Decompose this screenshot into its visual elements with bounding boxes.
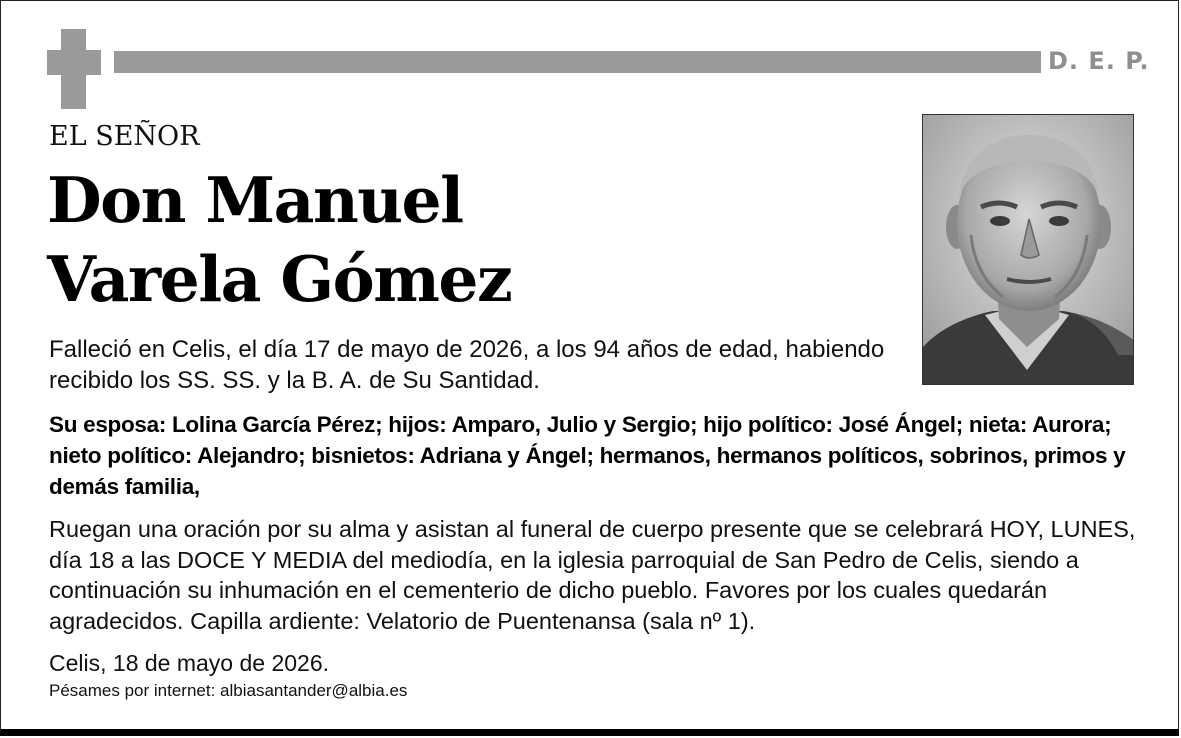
deceased-name-line1: Don Manuel bbox=[47, 163, 463, 237]
dep-label: D. E. P. bbox=[1048, 47, 1150, 75]
deceased-name-line2: Varela Gómez bbox=[47, 242, 512, 316]
latin-cross-icon bbox=[47, 29, 101, 109]
place-date: Celis, 18 de mayo de 2026. bbox=[49, 650, 330, 676]
condolences-email: Pésames por internet: albiasantander@albia.es bbox=[49, 681, 408, 700]
portrait-photo bbox=[922, 114, 1134, 385]
honorific: EL SEÑOR bbox=[49, 121, 200, 152]
funeral-details: Ruegan una oración por su alma y asistan al funeral de cuerpo presente que se celebrará HOY, LUNES, día 18 a las DOCE Y MEDIA del mediodía, en la iglesia parroquial de San Pedro de Celis, siendo a continuación su inhumación en el cementerio de dicho pueblo. Favores por los cuales quedarán agradecidos. Capilla ardiente: Velatorio de Puentenansa (sala nº 1). bbox=[49, 516, 1136, 634]
death-announcement: Falleció en Celis, el día 17 de mayo de 2026, a los 94 años de edad, habiendo recibido los SS. SS. y la B. A. de Su Santidad. bbox=[49, 336, 885, 394]
cross-horizontal-bar bbox=[47, 50, 101, 75]
family-list: Su esposa: Lolina García Pérez; hijos: Amparo, Julio y Sergio; hijo político: José Ángel; nieta: Aurora; nieto político: Alejandro; bisnietos: Adriana y Ángel; hermanos, hermanos políticos, sobrinos, primos y demás familia, bbox=[49, 412, 1126, 499]
header-rule bbox=[114, 51, 1041, 73]
portrait-image bbox=[923, 115, 1134, 385]
